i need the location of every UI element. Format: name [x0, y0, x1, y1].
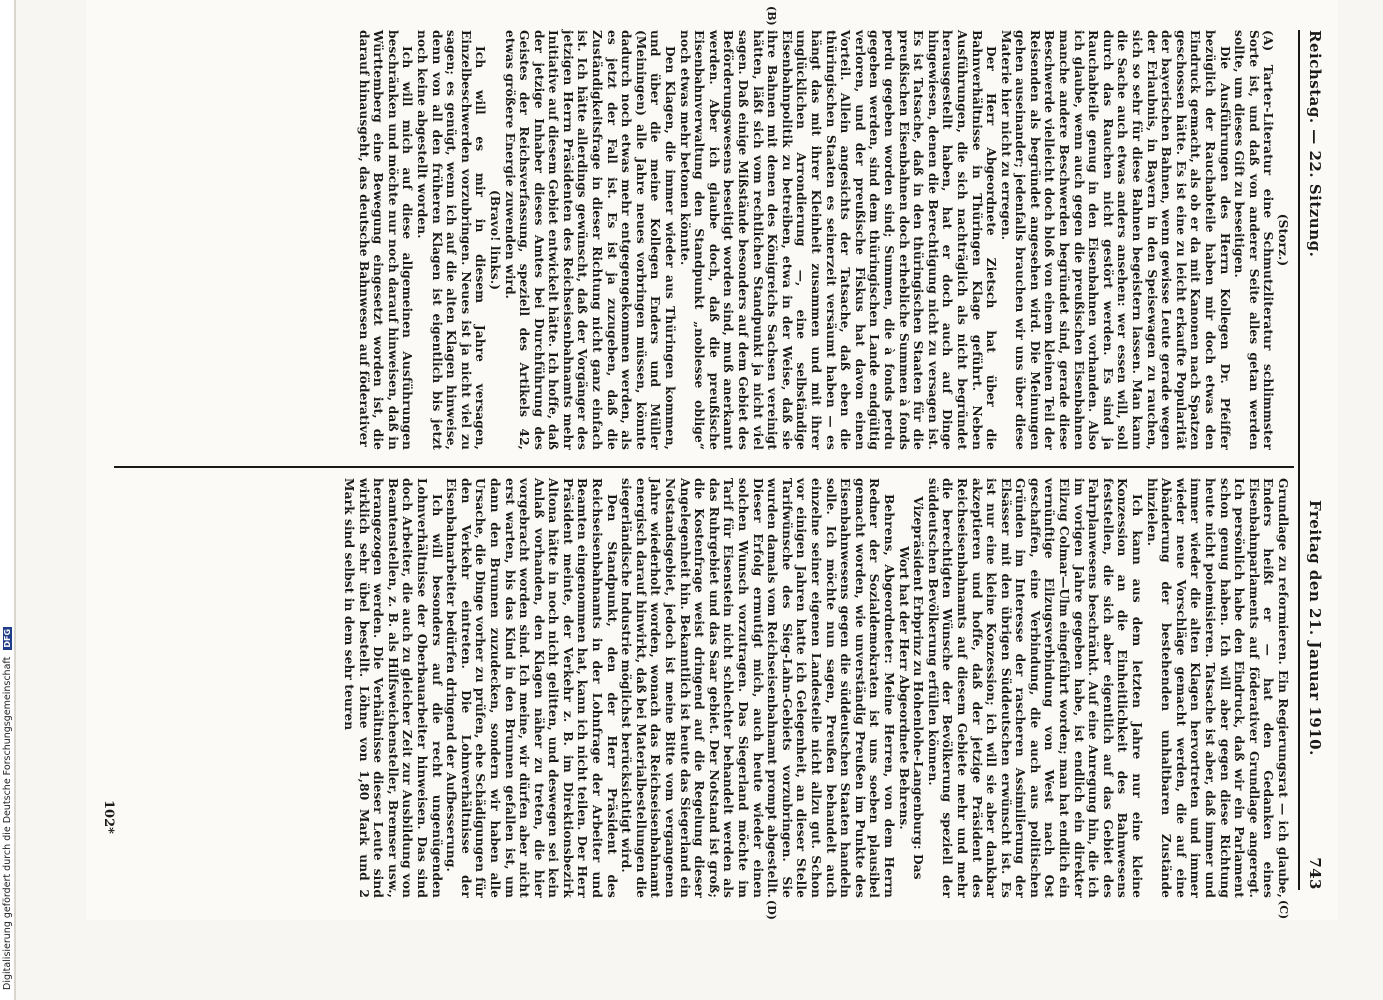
margin-mark-b: (B) — [765, 6, 778, 26]
page-number: 743 — [1306, 857, 1324, 890]
paragraph: Ich kann aus dem letzten Jahre nur eine kleine Konzession an die Einheitlichkeit des Bahnwesens feststellen, die sich aber eigentlich auf das Gebiet des Fahrplanwesens beschränkt. Auf eine Anregung hin, die ich im vorigen Jahre gegeben habe, ist endlich ein direkter Eilzug Colmar—Ulm eingeführt worden; man hat endlich ein vernünftige Eilzugsverbindung von West nach Ost geschaffen, eine Verbindung, die auch aus politischen Gründen im Interesse der rascheren Assimilierung der Elsässer mit den übrigen Süddeutschen erwünscht ist. Es ist nur eine kleine Konzession; ich will sie aber dankbar akzeptieren und hoffe, daß der jetzige Präsident des Reichseisenbahnamts auf diesem Gebiete mehr und mehr die berechtigten Wünsche der Bevölkerung speziell der süddeutschen Bevölkerung erfüllen können. — [925, 478, 1145, 898]
paragraph: Behrens, Abgeordneter: Meine Herren, von dem Herrn Redner der Sozialdemokraten ist uns soeben plausibel gemacht worden, wie unverständig Preußen im Punkte des Eisenbahnwesens gegen die süddeutschen Staaten handeln solle. Ich möchte nun sagen, Preußen behandelt auch einzelne seiner eigenen Landesteile nicht allzu gut. Schon vor einigen Jahren hatte ich Gelegenheit, an dieser Stelle Tarifwünsche des Sieg-Lahn-Gebiets vorzubringen. Sie wurden damals vom Reichseisenbahnamt prompt abgestellt. Dieser Erfolg ermutigt mich, auch heute wieder einen solchen Wunsch vorzutragen. Das Siegerland möchte im Tarif für Eisenstein nicht schlechter behandelt werden als das Ruhrgebiet und das Saar gebiet. Der Notstand ist groß; die Kostenfrage weist dringend auf die Regelung dieser Angelegenheit hin. Bekanntlich ist heute das Siegerland ein Notstandsgebiet, jedoch ist meine Bitte vom vergangenen Jahre wiederholt worden, wonach das Reichseisenbahnamt energisch darauf hinwirkt, daß bei Materialbestellungen die siegerländische Industrie möglichst berücksichtigt wird. — [619, 478, 896, 898]
paragraph: Ich will es mir in diesem Jahre versagen, Einzelbeschwerden vorzubringen. Neues ist ja nicht viel zu sagen; es genügt, wenn ich auf die alten Klagen hinweise, denn von all den früheren Klagen ist eigentlich bis jetzt noch keine abgestellt worden. — [414, 30, 488, 450]
digitization-strip — [0, 0, 14, 1000]
speaker-tag: (Storz.) — [1276, 213, 1290, 267]
newspaper-sheet — [86, 0, 1338, 920]
right-column — [341, 478, 1290, 898]
margin-mark-c: (C) — [1277, 900, 1290, 920]
digitization-credit — [2, 627, 13, 990]
presidency-note: Vizepräsident Erbprinz zu Hohenlohe-Langenburg: Das Wort hat der Herr Abgeordnete Behrens. — [896, 496, 926, 880]
digitization-note: Digitalisierung gefördert durch die Deutsche Forschungsgemeinschaft — [2, 656, 13, 990]
paragraph: Der Herr Abgeordnete Zietsch hat über die Bahnverhältnisse in Thüringen Klage geführt. Neben Ausführungen, die sich nachträglich als nicht begründet herausgestellt haben, hat er doch auch auf Dinge hingewiesen, denen die Berechtigung nicht zu versagen ist. Es ist Tatsache, daß in den thüringischen Staaten für die preußischen Eisenbahnen doch erhebliche Summen à fonds perdu gegeben worden sind; Summen, die à fonds perdu gegeben werden, sind dem thüringischen Lande endgültig verloren, und der preußische Fiskus hat davon einen Vorteil. Allein angesichts der Tatsache, daß eben die thüringischen Staaten es seinerzeit versäumt haben — es hängt das mit ihrer Kleinheit zusammen und mit ihrer unglücklichen Arrondierung —, eine selbständige Eisenbahnpolitik zu betreiben, etwa in der Weise, daß sie ihre Bahnen mit denen des Königreichs Sachsen vereinigt hätten, läßt sich vom rechtlichen Standpunkt ja nicht viel sagen. Daß einige Mißstände besonders auf dem Gebiet des Beförderungswesens beseitigt worden sind, muß anerkannt werden. Aber ich glaube doch, daß die preußische Eisenbahnverwaltung den Standpunkt „noblesse oblige“ noch etwas mehr betonen könnte. — [677, 30, 999, 450]
column-divider — [114, 466, 1294, 468]
paragraph: Ich will besonders auf die recht ungenügenden Lohnverhältnisse der Oberbauarbeiter hinweisen. Das sind doch Arbeiter, die auch zu gleicher Zeit zur Ausbildung von Beamtenstellen, z. B. als Hilfsweichensteller, Bremser usw., herangezogen werden. Die Verhältnisse dieser Leute sind wirklich sehr übel bestellt. Löhne von 1,80 Mark und 2 Mark sind selbst in dem sehr teuren — [342, 478, 444, 898]
paragraph: Den Klagen, die immer wieder aus Thüringen kommen, und über die meine Kollegen Enders und Müller (Meiningen) alle Jahre neues vorbringen müssen, könnte dadurch noch etwas mehr entgegengekommen werden, als es jetzt der Fall ist. Es ist ja zuzugeben, daß die Zuständigkeitsfrage in dieser Richtung nicht ganz einfach ist. Ich hätte allerdings gewünscht, daß der Vorgänger des jetzigen Herrn Präsidenten des Reichseisenbahnamts mehr Initiative auf diesem Gebiet entwickelt hätte. Ich hoffe, daß der jetzige Inhaber dieses Amtes bei Durchführung des Geistes der Reichsverfassung, speziell des Artikels 42, etwas größere Energie zuwenden wird. — [502, 30, 678, 450]
margin-mark-d: (D) — [765, 900, 778, 920]
paragraph: Ich will mich auf diese allgemeinen Ausführungen beschränken und möchte nur noch darauf hinweisen, daß in Württemberg eine Bewegung eingesetzt worden ist, die darauf hinausgeht, das deutsche Bahnwesen auf föderativer — [356, 30, 415, 450]
paragraph: Die Ausführungen des Herrn Kollegen Dr. Pfeiffer bezüglich der Rauchabteile haben mir doch etwas den Eindruck gemacht, als ob er da mit Kanonen nach Spatzen geschossen hätte. Es ist eine zu leicht erkaufte Popularität der bayerischen Bahnen, wenn gewisse Leute gerade wegen der Erlaubnis, in Bayern in den Speisewagen zu rauchen, sich so sehr für diese Bahnen begeistern lassen. Man kann die Sache auch etwas anders ansehen: wer essen will, soll durch das Rauchen nicht gestört werden. Es sind ja Rauchabteile genug in den Eisenbahnen vorhanden. Also ich glaube, wenn auch gegen die preußischen Eisenbahnen manche andere Beschwerden begründet sind, gerade diese Beschwerde vielleicht doch bloß von einem kleinen Teil der Reisenden als begründet angesehen wird. Die Meinungen gehen auseinander; jedenfalls brauchen wir uns über diese Materie hier nicht zu erregen. — [998, 30, 1232, 450]
page-title: Reichstag. — 22. Sitzung. — [1306, 30, 1324, 258]
footer-signature: 102* — [101, 800, 116, 834]
paragraph: Den Standpunkt, den der Herr Präsident des Reichseisenbahnamts in der Lohnfrage der Arbeiter und Beamten eingenommen hat, kann ich nicht teilen. Der Herr Präsident meinte, der Verkehr z. B. im Direktionsbezirk Altona hätte in noch nicht gelitten, und deswegen sei kein Anlaß vorhanden, den Klagen näher zu treten, die hier vorgebracht worden sind. Ich meine, wir dürfen aber nicht erst warten, bis das Kind in den Brunnen gefallen ist, um dann den Brunnen zuzudecken, sondern wir haben alle Ursache, die Dinge vorher zu prüfen, ehe Schädigungen für den Verkehr eintreten. Die Lohnverhältnisse der Eisenbahnarbeiter bedürfen dringend der Aufbesserung. — [444, 478, 619, 898]
applause-note: (Bravo! links.) — [487, 189, 502, 291]
page-date: Freitag den 21. Januar 1910. — [1306, 500, 1324, 756]
page-header — [1298, 30, 1324, 890]
scan-edge — [14, 0, 16, 1000]
paragraph: Grundlage zu reformieren. Ein Regierungsrat — ich glaube, Enders heißt er — hat den Gedanken eines Eisenbahnparlaments auf föderativer Grundlage angeregt. Ich persönlich habe den Eindruck, daß wir ein Parlament schon genug haben. Ich will aber gegen diese Richtung heute nicht polemisieren. Tatsache ist aber, daß immer und immer wieder die alten Klagen hervortreten und immer wieder neue Vorschläge gemacht werden, die auf eine Abänderung der bestehenden unhaltbaren Zustände hinzielen. — [1144, 478, 1290, 898]
paragraph: (A) Tarter-Literatur eine Schmutzliteratur schlimmster Sorte ist, und daß von anderer Seite alles getan werden sollte, um dieses Gift zu beseitigen. — [1232, 30, 1276, 450]
header-rule — [1298, 30, 1300, 890]
left-column — [356, 30, 1290, 450]
dfg-logo: DFG — [3, 628, 12, 648]
